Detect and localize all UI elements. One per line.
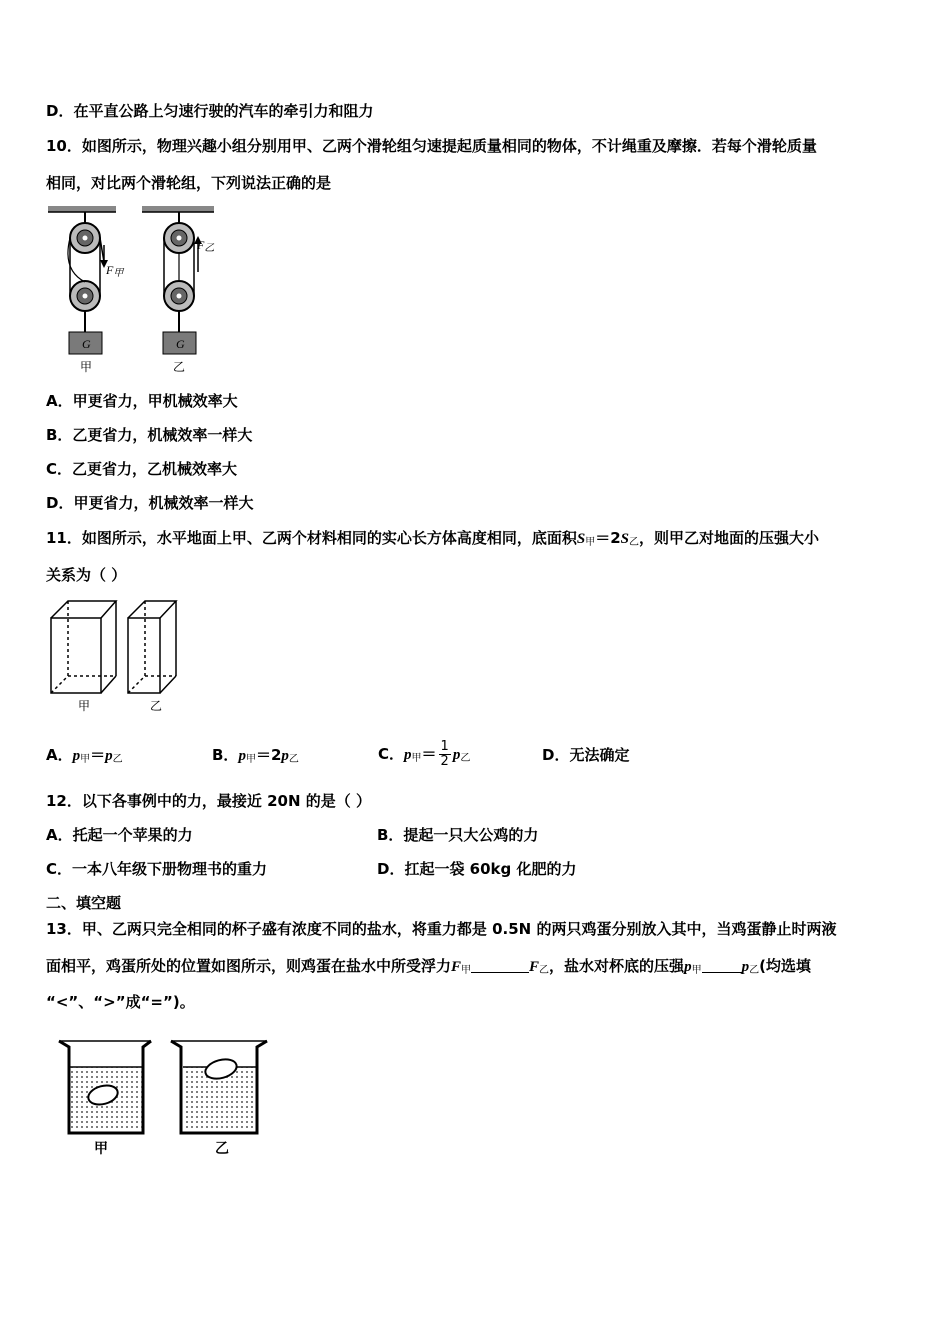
cuboid-a bbox=[51, 601, 116, 693]
pulley-system-b bbox=[142, 206, 214, 354]
ceiling-a bbox=[48, 206, 116, 212]
q10-option-b: B．乙更省力，机械效率一样大 bbox=[46, 426, 253, 444]
q10-stem-line1: 10．如图所示，物理兴趣小组分别用甲、乙两个滑轮组匀速提起质量相同的物体，不计绳重及摩擦．若每个滑轮质量 bbox=[46, 137, 817, 155]
q12-option-a: A．托起一个苹果的力 bbox=[46, 826, 193, 844]
answer-blank-pressure[interactable] bbox=[702, 958, 742, 973]
q13-stem-line1: 13．甲、乙两只完全相同的杯子盛有浓度不同的盐水，将重力都是 0.5N 的两只鸡蛋分别放入其中，当鸡蛋静止时两液 bbox=[46, 920, 837, 938]
cuboid-figure bbox=[48, 598, 188, 698]
force-label-b: $F_乙$ bbox=[197, 238, 215, 254]
beaker-figure bbox=[55, 1035, 285, 1140]
q12-option-b: B．提起一只大公鸡的力 bbox=[377, 826, 539, 844]
weight-label-a: G bbox=[82, 337, 91, 351]
q10-option-c: C．乙更省力，乙机械效率大 bbox=[46, 460, 238, 478]
q13-stem-line2: 面相平，鸡蛋所处的位置如图所示，则鸡蛋在盐水中所受浮力$F_甲$ $F_乙$，盐水对杯底的压强$p_甲$ $p_乙$(均选填 bbox=[46, 957, 811, 976]
cuboid-b bbox=[128, 601, 176, 693]
beaker-a bbox=[59, 1041, 151, 1133]
answer-blank-buoyancy[interactable] bbox=[471, 958, 529, 973]
ceiling-b bbox=[142, 206, 214, 212]
q13-stem-line3: “<”、“>”成“=”)。 bbox=[46, 993, 195, 1011]
pulley-caption-a: 甲 bbox=[80, 360, 93, 374]
q10-option-a: A．甲更省力，甲机械效率大 bbox=[46, 392, 238, 410]
fraction-one-half: $\frac{1}{2}$ bbox=[440, 739, 449, 769]
section-title: 二、填空题 bbox=[46, 894, 122, 912]
q10-option-d: D．甲更省力，机械效率一样大 bbox=[46, 494, 254, 512]
q12-stem: 12．以下各事例中的力，最接近 20N 的是（ ） bbox=[46, 792, 371, 810]
q11-option-c: C．$p_甲=$ $\frac{1}{2}$ $p_乙$ bbox=[378, 739, 471, 769]
pulley-figure bbox=[40, 200, 220, 380]
q11-stem-line1: 11．如图所示，水平地面上甲、乙两个材料相同的实心长方体高度相同，底面积$S_甲=2S_乙$，则甲乙对地面的压强大小 bbox=[46, 529, 820, 548]
cuboid-caption-a: 甲 bbox=[78, 699, 91, 713]
q11-stem-line2: 关系为（ ） bbox=[46, 566, 127, 584]
beaker-caption-a: 甲 bbox=[94, 1141, 108, 1157]
weight-label-b: G bbox=[176, 337, 185, 351]
q12-option-c: C．一本八年级下册物理书的重力 bbox=[46, 860, 268, 878]
pulley-caption-b: 乙 bbox=[173, 360, 186, 374]
pulley-system-a bbox=[48, 206, 116, 354]
beaker-b bbox=[171, 1041, 267, 1133]
q12-option-d: D．扛起一袋 60kg 化肥的力 bbox=[377, 860, 577, 878]
q9-option-d: D．在平直公路上匀速行驶的汽车的牵引力和阻力 bbox=[46, 102, 374, 120]
q10-stem-line2: 相同，对比两个滑轮组，下列说法正确的是 bbox=[46, 174, 332, 192]
cuboid-caption-b: 乙 bbox=[150, 699, 163, 713]
q11-option-d: D．无法确定 bbox=[542, 746, 630, 764]
q11-option-a: A．$p_甲=p_乙$ bbox=[46, 746, 123, 765]
q11-option-b: B．$p_甲=2p_乙$ bbox=[212, 746, 299, 765]
beaker-caption-b: 乙 bbox=[215, 1141, 229, 1157]
force-label-a: $F_甲$ bbox=[106, 263, 124, 279]
